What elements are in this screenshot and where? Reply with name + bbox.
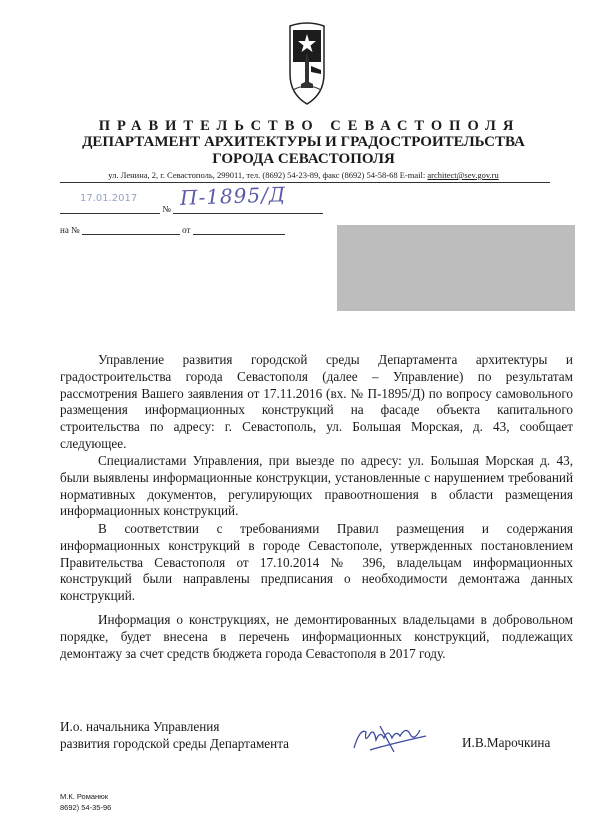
signatory-title-line: развития городской среды Департамента (60, 736, 289, 751)
incoming-number-line (60, 225, 285, 235)
signatory-name: И.В.Марочкина (462, 735, 551, 750)
executor-phone: 8692) 54-35-96 (60, 803, 112, 812)
signatory-title-line: И.о. начальника Управления (60, 719, 220, 734)
body-paragraph (60, 612, 573, 662)
header-divider (60, 182, 550, 183)
city-title: ГОРОДА СЕВАСТОПОЛЯ (212, 151, 395, 167)
executor-info (60, 791, 111, 813)
on-no-blank (82, 234, 180, 235)
handwritten-signature-icon (350, 722, 430, 756)
handwritten-number: П-1895/Д (179, 182, 287, 210)
department-title: ДЕПАРТАМЕНТ АРХИТЕКТУРЫ И ГРАДОСТРОИТЕЛЬСТВА (82, 134, 525, 150)
signatory-title (60, 718, 289, 752)
registration-stamp-date: 17.01.2017 (80, 193, 138, 204)
redacted-addressee (337, 225, 575, 311)
coat-of-arms-icon (287, 22, 327, 106)
email-link[interactable]: architect@sev.gov.ru (427, 170, 499, 180)
executor-name: М.К. Романюк (60, 792, 109, 801)
body-paragraph (60, 521, 573, 605)
paragraph-text: Информация о конструкциях, не демонтированных владельцами в добровольном порядке, будет внесена в перечень информационных конструкций, подлежащих демонтажу за счет средств бюджета города Севастополя в 2017 году. (60, 612, 573, 661)
contact-address (0, 170, 607, 180)
paragraph-text: Специалистами Управления, при выезде по адресу: ул. Большая Морская д. 43, были выявлены информационные конструкции, установленные с нарушением требований нормативных документов, регулирующих правоотношения в области размещения информационных конструкций. (60, 453, 573, 519)
number-blank (173, 213, 323, 214)
date-blank (60, 213, 160, 214)
from-blank (193, 234, 285, 235)
body-paragraph (60, 352, 573, 453)
address-text: ул. Ленина, 2, г. Севастополь, 299011, тел. (8692) 54-23-89, факс (8692) 54-58-68 E-mail: (108, 170, 428, 180)
paragraph-text: Управление развития городской среды Департамента архитектуры и градостроительства города Севастополя (далее – Управление) по результатам рассмотрения Вашего заявления от 17.11.2016 (вх. № П-1895/Д) по вопросу самовольного размещения информационных конструкций на фасаде объекта капитального строительства по адресу: г. Севастополь, ул. Большая Морская, д. 43, сообщает следующее. (60, 352, 573, 451)
body-paragraph (60, 453, 573, 520)
government-title: ПРАВИТЕЛЬСТВО СЕВАСТОПОЛЯ (98, 118, 521, 134)
from-label: от (182, 225, 191, 235)
paragraph-text: В соответствии с требованиями Правил размещения и содержания информационных конструкций в городе Севастополе, утвержденных постановлением Правительства Севастополя от 17.10.2014 № 396, владельцам информационных конструкций были направлены предписания о необходимости демонтажа данных конструкций. (60, 521, 573, 604)
number-label: № (162, 204, 171, 214)
on-no-label: на № (60, 225, 80, 235)
